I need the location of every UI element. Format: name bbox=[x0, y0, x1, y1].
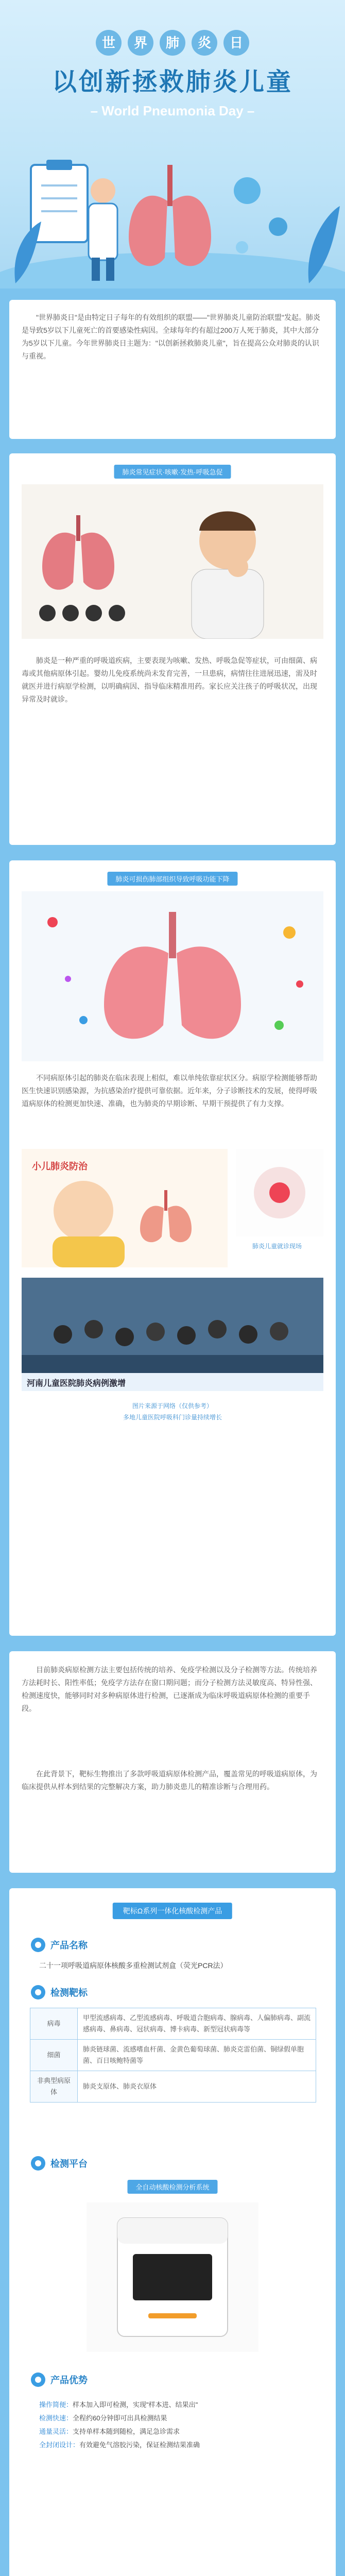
page-title: 以创新拯救肺炎儿童 bbox=[51, 67, 293, 96]
page-subtitle: – World Pneumonia Day – bbox=[90, 103, 255, 118]
hero-tag: 肺 bbox=[160, 30, 185, 56]
intro-text: "世界肺炎日"是由特定日子每年的有效组织的联盟——"世界肺炎儿童防治联盟"发起。肺炎是导致5岁以下儿童死亡的首要感染性病因。全球每年约有超过200万人死于肺炎，其中大部分为5岁以下儿童。今年世界肺炎日主题为："以创新拯救肺炎儿童"，旨在提高公众对肺炎的认识与重视。 bbox=[22, 313, 320, 360]
intro-card bbox=[9, 300, 336, 439]
news-banner: 河南儿童医院肺炎病例激增 bbox=[27, 1379, 126, 1388]
image-caption: 肺炎可损伤肺部组织导致呼吸功能下降 bbox=[107, 872, 237, 886]
clipboard-icon bbox=[31, 165, 88, 242]
news-photo bbox=[22, 1278, 323, 1391]
hero-tag: 世 bbox=[96, 30, 122, 56]
kid-caption: 小儿肺炎防治 bbox=[32, 1161, 88, 1172]
bullet-icon bbox=[31, 2372, 45, 2387]
targets-table bbox=[30, 2008, 316, 2103]
hero-illustration bbox=[0, 129, 345, 289]
features-list bbox=[39, 2398, 327, 2452]
section2-text: 不同病原体引起的肺炎在临床表现上相似，难以单纯依靠症状区分。病原学检测能够帮助医生快速识别感染源，为抗感染治疗提供可靠依据。近年来，分子诊断技术的发展，使得呼吸道病原体的检测更加快速、准确，也为肺炎的早期诊断、早期干预提供了有力支撑。 bbox=[22, 1074, 317, 1108]
section3-text: 目前肺炎病原检测方法主要包括传统的培养、免疫学检测以及分子检测等方法。传统培养方法耗时长、阳性率低；免疫学方法存在窗口期问题；而分子检测方法灵敏度高、特异性强、检测速度快，能够同时对多种病原体进行检测，已逐渐成为临床呼吸道病原体检测的重要手段。 bbox=[22, 1666, 317, 1713]
platform-caption: 全自动核酸检测分析系统 bbox=[127, 2180, 217, 2194]
list-item: 检测快速：全程约60分钟即可出具检测结果 bbox=[39, 2414, 167, 2422]
bullet-icon bbox=[31, 2156, 45, 2171]
product1-card bbox=[9, 1888, 336, 2576]
list-item: 通量灵活：支持单样本随到随检，满足急诊需求 bbox=[39, 2428, 180, 2435]
section2-card bbox=[9, 860, 336, 1636]
hero-tag: 日 bbox=[223, 30, 249, 56]
table-row: 病毒 甲型流感病毒、乙型流感病毒、呼吸道合胞病毒、腺病毒、人偏肺病毒、副流感病毒、鼻病毒、冠状病毒、博卡病毒、新型冠状病毒等 bbox=[30, 2008, 316, 2040]
product1-section-title: 靶标Ω系列一体化核酸检测产品 bbox=[113, 1903, 232, 1919]
virus-icon bbox=[234, 177, 261, 204]
bullet-icon bbox=[31, 1985, 45, 1999]
bullet-icon bbox=[31, 1938, 45, 1952]
hero-banner bbox=[0, 0, 345, 289]
product-name-heading: 产品名称 bbox=[31, 1938, 88, 1952]
hero-tag: 炎 bbox=[192, 30, 217, 56]
table-row: 非典型病原体 肺炎支原体、肺炎衣原体 bbox=[30, 2071, 316, 2103]
features-heading: 产品优势 bbox=[31, 2372, 88, 2387]
news-caption-2: 多地儿童医院呼吸科门诊量持续增长 bbox=[123, 1414, 222, 1421]
instrument-image bbox=[87, 2202, 258, 2352]
section1-text: 肺炎是一种严重的呼吸道疾病，主要表现为咳嗽、发热、呼吸急促等症状，可由细菌、病毒或其他病原体引起。婴幼儿免疫系统尚未发育完善，一旦患病，病情往往进展迅速，需及时就医并进行病原学检测，以明确病因、指导临床精准用药。家长应关注孩子的呼吸状况，出现异常及时就诊。 bbox=[22, 656, 317, 703]
list-item: 操作简便：样本加入即可检测，实现"样本进、结果出" bbox=[39, 2401, 198, 2409]
hero-tag: 界 bbox=[128, 30, 153, 56]
image-caption: 肺炎常见症状·咳嗽·发热·呼吸急促 bbox=[114, 465, 231, 479]
product-name: 二十一项呼吸道病原体核酸多重检测试剂盒（荧光PCR法） bbox=[39, 1961, 228, 1970]
symptom-illustration bbox=[22, 484, 323, 639]
doctor-icon bbox=[91, 178, 115, 203]
hero-tags bbox=[0, 30, 345, 56]
table-row: 细菌 肺炎链球菌、流感嗜血杆菌、金黄色葡萄球菌、肺炎克雷伯菌、铜绿假单胞菌、百日咳鲍特菌等 bbox=[30, 2040, 316, 2071]
lungs-icon bbox=[129, 165, 211, 266]
pill-illustration bbox=[236, 1149, 323, 1236]
lungs-illustration bbox=[22, 891, 323, 1061]
list-item: 全封闭设计：有效避免气溶胶污染，保证检测结果准确 bbox=[39, 2441, 200, 2449]
news-caption: 图片来源于网络（仅供参考） bbox=[132, 1402, 213, 1410]
image-caption-right: 肺炎儿童就诊现场 bbox=[252, 1243, 302, 1250]
section3-text-2: 在此背景下，靶标生物推出了多款呼吸道病原体检测产品，覆盖常见的呼吸道病原体，为临床提供从样本到结果的完整解决方案，助力肺炎患儿的精准诊断与合理用药。 bbox=[22, 1770, 317, 1791]
section1-card bbox=[9, 453, 336, 845]
platform-heading: 检测平台 bbox=[31, 2156, 88, 2171]
section3-card bbox=[9, 1651, 336, 1873]
targets-heading: 检测靶标 bbox=[31, 1985, 88, 1999]
